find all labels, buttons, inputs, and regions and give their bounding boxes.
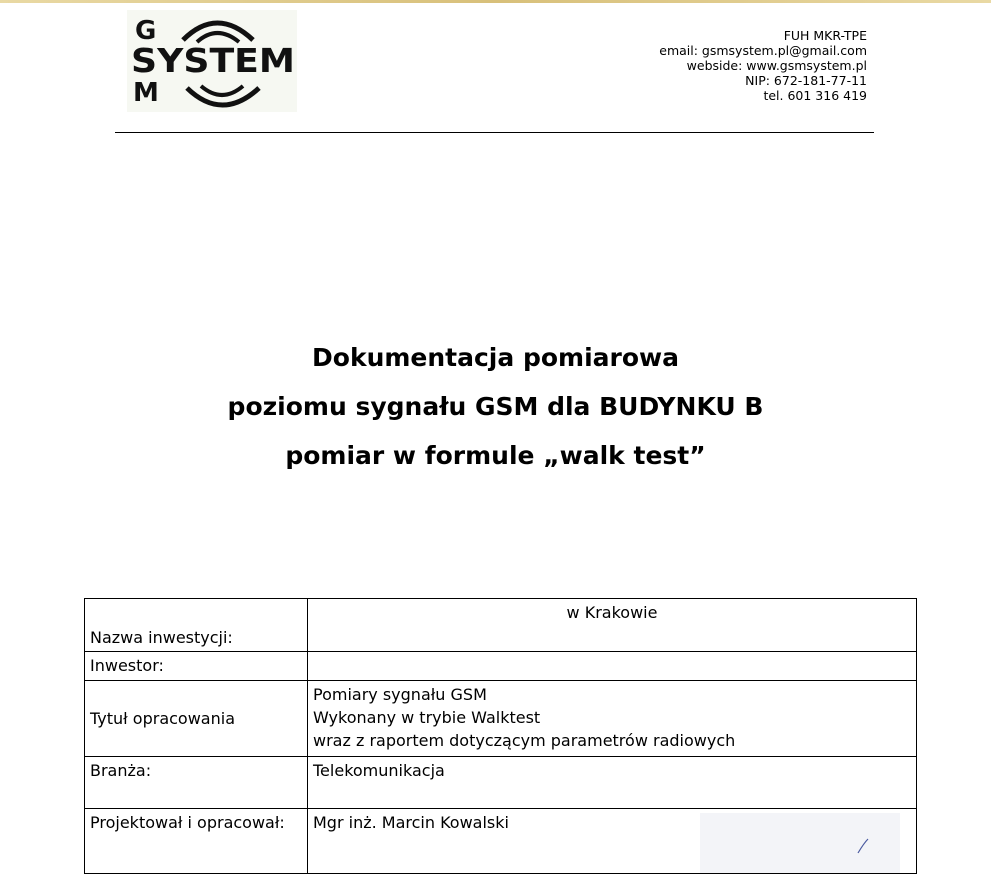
company-nip: NIP: 672-181-77-11: [745, 73, 867, 88]
value-investor: [308, 652, 917, 681]
study-title-line-2: Wykonany w trybie Walktest: [313, 708, 541, 727]
label-investor: Inwestor:: [85, 652, 308, 681]
table-row-author: [85, 809, 917, 874]
table-row-industry: [85, 757, 917, 809]
logo-bottom-inner-arc: [201, 86, 243, 95]
signature-stroke: [700, 813, 900, 873]
table-row-investment: [85, 599, 917, 652]
value-investment-name: w Krakowie: [308, 599, 917, 652]
company-contact-block: [567, 28, 867, 103]
label-study-title: Tytuł opracowania: [85, 681, 308, 757]
title-line-1: Dokumentacja pomiarowa: [312, 343, 679, 372]
project-info-table: [84, 598, 917, 874]
gsm-system-logo: [127, 10, 297, 112]
company-name: FUH MKR-TPE: [783, 28, 867, 43]
title-line-2: poziomu sygnału GSM dla BUDYNKU B: [227, 392, 764, 421]
author-name: Mgr inż. Marcin Kowalski: [313, 813, 509, 832]
signature-image: [700, 813, 900, 873]
table-row-investor: [85, 652, 917, 681]
logo-graphic: [127, 10, 297, 112]
company-website: webside: www.gsmsystem.pl: [686, 58, 867, 73]
company-phone: tel. 601 316 419: [763, 88, 867, 103]
label-investment-name: Nazwa inwestycji:: [85, 599, 308, 652]
company-email: email: gsmsystem.pl@gmail.com: [659, 43, 867, 58]
page-top-border: [0, 0, 991, 3]
title-line-3: pomiar w formule „walk test”: [285, 441, 706, 470]
logo-word-system: SYSTEM: [131, 41, 295, 80]
value-study-title: [308, 681, 917, 757]
logo-letter-g: G: [135, 16, 157, 46]
value-industry: Telekomunikacja: [308, 757, 917, 809]
label-author: Projektował i opracował:: [85, 809, 308, 874]
study-title-line-1: Pomiary sygnału GSM: [313, 685, 487, 704]
document-title: [0, 333, 991, 480]
table-row-title: [85, 681, 917, 757]
header-divider: [115, 132, 874, 133]
study-title-line-3: wraz z raportem dotyczącym parametrów radiowych: [313, 731, 736, 750]
value-author: [308, 809, 917, 874]
label-industry: Branża:: [85, 757, 308, 809]
logo-letter-m: M: [133, 78, 159, 108]
